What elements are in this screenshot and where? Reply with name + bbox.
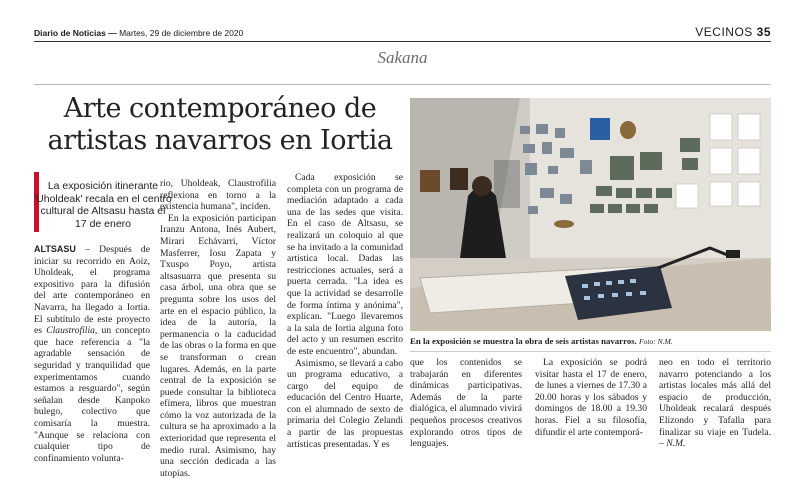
lead-text: La exposición itinerante 'Uholdeak' recala en el centro cultural de Altsasu hasta el 17 de enero bbox=[34, 180, 172, 230]
section-page-label bbox=[695, 25, 771, 39]
publication-name: Diario de Noticias bbox=[34, 28, 106, 38]
body-column-2 bbox=[160, 178, 276, 479]
section-title: Sakana bbox=[377, 48, 428, 67]
gallery-image bbox=[410, 98, 771, 331]
photo-caption bbox=[410, 336, 771, 346]
caption-text: En la exposición se muestra la obra de seis artistas navarros. bbox=[410, 336, 637, 346]
masthead-line bbox=[34, 28, 243, 38]
body-column-4 bbox=[410, 357, 522, 450]
caption-rule bbox=[410, 351, 771, 352]
issue-date: Martes, 29 de diciembre de 2020 bbox=[119, 28, 244, 38]
section-name: VECINOS bbox=[695, 25, 753, 39]
body-column-6 bbox=[659, 357, 771, 450]
paragraph: neo en todo el territorio navarro potenciando a los artistas locales más allá del espacio de producción, Uholdeak recalará después Elizondo y Tafalla para finalizar su viaje en Tudela. – N.M. bbox=[659, 357, 771, 450]
dateline: ALTSASU bbox=[34, 244, 76, 254]
paragraph: que los contenidos se trabajarán en diferentes dinámicas participativas. Además de la parte dialógica, el alumnado vivirá pequeños procesos creativos explorando otros tipos de lenguajes. bbox=[410, 357, 522, 450]
header-rule bbox=[34, 41, 771, 42]
emphasis: Claustrofilia bbox=[46, 325, 95, 337]
paragraph: Cada exposición se completa con un programa de mediación adaptado a cada una de las sedes que visita. En el caso de Altsasu, se realizará un coloquio al que se ha invitado a la comunidad artística local. Dadas las restricciones actuales, será a puerta cerrada. "La idea es que la actividad se desarrolle de forma íntima y anónima", explican. "Luego llevaremos a la sala de Iortia alguna foto del acto y un resumen escrito de este encuentro", abundan. bbox=[287, 172, 403, 357]
body-column-1 bbox=[34, 244, 150, 464]
separator-dash: — bbox=[108, 28, 117, 38]
paragraph: En la exposición participan Iranzu Antona, Inés Aubert, Mirari Echávarri, Víctor Masferrer, Iosu Zapata y Txuspo Poyo, artista altsasuarra que presenta su casa árbol, una obra que se pregunta sobre los usos del arte en el espacio público, la idea de la autoría, la permanencia o la caducidad de las obras o la forma en que se transforman o crean lugares. Además, en la parte central de la exposición se puede consultar la biblioteca efímera, libros que muestran cómo la voz autorizada de la cultura se ha aproximado a la exterioridad que representa el medio rural. Asimismo, hay una sección dedicada a las utopías. bbox=[160, 212, 276, 479]
photo-credit: Foto: N.M. bbox=[639, 337, 673, 346]
paragraph: ALTSASU – Después de iniciar su recorrido en Aoiz, Uholdeak, el programa expositivo para la difusión del arte contemporáneo en Navarra, ha llegado a Iortia. El subtítulo de este proyecto es Claustrofilia, un concepto que hace referencia a "la agradable sensación de seguridad y tranquilidad que experimentamos cuando estamos a resguardo", según señalan desde Kanpoko bulego, colectivo que comisaría la muestra. "Aunque se relaciona con cualquier tipo de confinamiento volunta- bbox=[34, 244, 150, 464]
body-column-3 bbox=[287, 172, 403, 450]
headline: Arte contemporáneo de artistas navarros en Iortia bbox=[47, 93, 393, 156]
section-rule bbox=[34, 84, 771, 85]
exhibition-photo bbox=[410, 98, 771, 331]
paragraph: rio, Uholdeak, Claustrofilia reflexiona en torno a la existencia humana", inciden. bbox=[160, 178, 276, 213]
paragraph: Asimismo, se llevará a cabo un programa educativo, a cargo del equipo de educación del Centro Huarte, con el alumnado de sexto de primaria del Colegio Zelandi a partir de las propuestas artísticas presentadas. Y es bbox=[287, 357, 403, 450]
page-number: 35 bbox=[756, 25, 771, 39]
author-signature: N.M. bbox=[666, 438, 686, 450]
body-column-5 bbox=[535, 357, 647, 438]
paragraph: La exposición se podrá visitar hasta el 17 de enero, de lunes a viernes de 17.30 a 20.00 horas y los sábados y domingos de 18.00 a 19.30 horas. Fiel a su filosofía, difundir el arte contemporá- bbox=[535, 357, 647, 438]
